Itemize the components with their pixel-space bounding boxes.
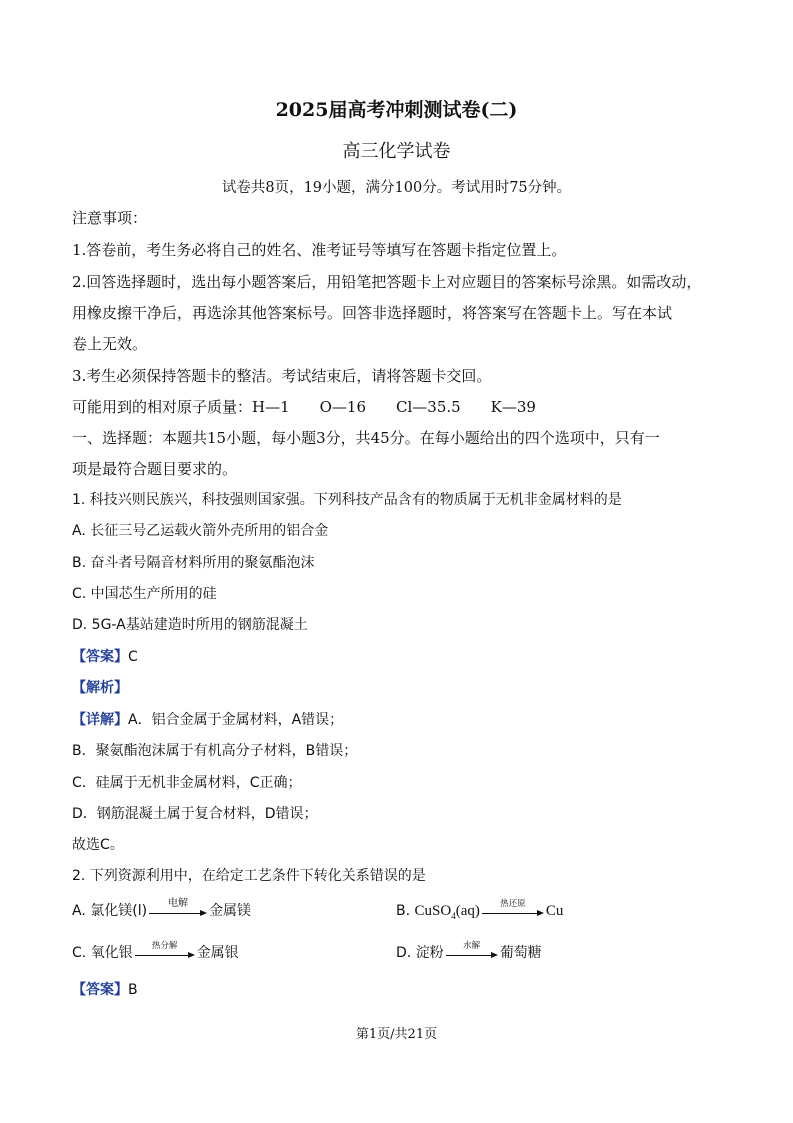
q1-option-a: A. 长征三号乙运载火箭外壳所用的铝合金 (72, 523, 329, 539)
reaction-condition: 水解 (463, 941, 481, 951)
product: 葡萄糖 (499, 945, 542, 961)
exam-subtitle: 高三化学试卷 (342, 141, 451, 162)
q1-detail-d: D．钢筋混凝土属于复合材料，D错误； (72, 806, 318, 822)
section-1-line-1: 一、选择题：本题共15小题，每小题3分，共45分。在每小题给出的四个选项中，只有一 (72, 429, 660, 447)
answer-label: 【答案】 (72, 982, 128, 998)
q1-option-b: B. 奋斗者号隔音材料所用的聚氨酯泡沫 (72, 555, 315, 571)
notice-item-2-line-3: 卷上无效。 (72, 335, 148, 353)
q1-option-d: D. 5G-A基站建造时所用的钢筋混凝土 (72, 617, 308, 633)
product: 金属银 (196, 945, 239, 961)
q1-conclusion: 故选C。 (72, 837, 124, 853)
formula-subscript: 4 (451, 911, 456, 921)
detail-label: 【详解】 (72, 712, 128, 728)
product: 金属镁 (209, 903, 252, 919)
q2-stem: 2. 下列资源利用中，在给定工艺条件下转化关系错误的是 (72, 868, 426, 884)
reaction-arrow-icon (446, 941, 498, 962)
option-letter: D. (396, 945, 412, 961)
product: Cu (545, 903, 564, 919)
page-footer: 第1页/共21页 (355, 1027, 438, 1042)
notice-heading: 注意事项： (72, 209, 148, 227)
reactant: 氧化银 (90, 945, 133, 961)
q2-option-d (396, 943, 542, 963)
analysis-label: 【解析】 (72, 680, 128, 696)
formula-base: CuSO (414, 903, 452, 919)
atomic-masses: 可能用到的相对原子质量：H—1 O—16 Cl—35.5 K—39 (72, 398, 536, 416)
reaction-arrow-icon (482, 899, 544, 920)
reactant (415, 903, 480, 919)
notice-item-3: 3.考生必须保持答题卡的整洁。考试结束后，请将答题卡交回。 (72, 367, 492, 385)
q2-answer (72, 980, 733, 1000)
reaction-condition: 电解 (168, 898, 189, 909)
formula-state: (aq) (455, 903, 480, 919)
answer-label: 【答案】 (72, 649, 128, 665)
reaction-condition: 热分解 (151, 941, 178, 951)
reaction-arrow-icon (135, 941, 195, 962)
reaction-condition: 热还原 (500, 899, 526, 909)
q1-analysis (72, 678, 733, 698)
option-letter: A. (72, 903, 86, 919)
detail-text: A．铝合金属于金属材料，A错误； (128, 712, 344, 728)
section-1-line-2: 项是最符合题目要求的。 (72, 460, 238, 478)
q1-option-c: C. 中国芯生产所用的硅 (72, 586, 217, 602)
q2-option-c (72, 943, 239, 963)
reactant: 淀粉 (415, 945, 444, 961)
q1-detail-b: B．聚氨酯泡沫属于有机高分子材料，B错误； (72, 743, 358, 759)
exam-info: 试卷共8页，19小题，满分100分。考试用时75分钟。 (221, 180, 572, 196)
answer-value: B (128, 982, 138, 998)
q2-option-b (396, 901, 563, 926)
q1-detail-c: C．硅属于无机非金属材料，C正确； (72, 775, 302, 791)
q1-stem: 1. 科技兴则民族兴，科技强则国家强。下列科技产品含有的物质属于无机非金属材料的是 (72, 492, 622, 508)
notice-item-1: 1.答卷前，考生务必将自己的姓名、准考证号等填写在答题卡指定位置上。 (72, 241, 567, 259)
q1-answer (72, 647, 733, 667)
reaction-arrow-icon (149, 898, 207, 920)
answer-value: C (128, 649, 138, 665)
exam-title: 2025届高考冲刺测试卷(二) (275, 99, 518, 121)
notice-item-2-line-2: 用橡皮擦干净后，再选涂其他答案标号。回答非选择题时，将答案写在答题卡上。写在本试 (72, 304, 673, 322)
notice-item-2-line-1: 2.回答选择题时，选出每小题答案后，用铅笔把答题卡上对应题目的答案标号涂黑。如需改动， (72, 273, 702, 291)
q1-detail-a (72, 710, 733, 730)
q2-option-a (72, 898, 252, 921)
option-letter: C. (72, 945, 87, 961)
option-letter: B. (396, 903, 411, 919)
reactant: 氯化镁(l) (90, 903, 148, 919)
